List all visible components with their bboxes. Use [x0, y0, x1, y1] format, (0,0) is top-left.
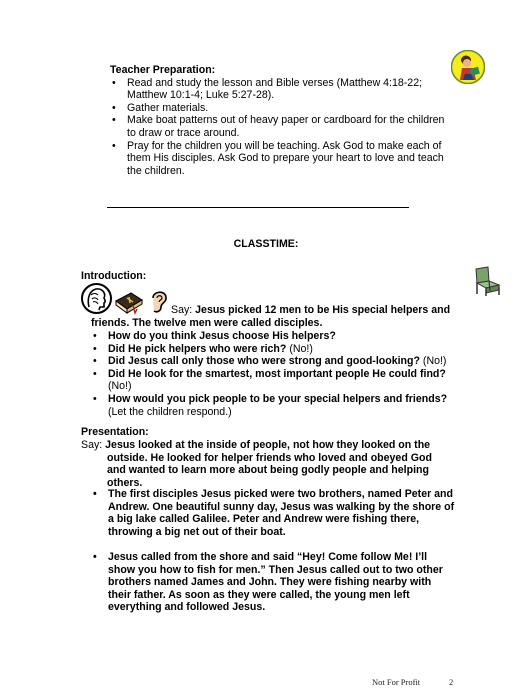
classtime-heading: CLASSTIME:: [233, 238, 299, 250]
question-text: How would you pick people to be your special helpers and friends?: [108, 392, 448, 405]
say-text: Jesus looked at the inside of people, not how they looked on the outside. He looked for helper friends who loved and obeyed God and wanted to learn more about being godly people and helping others.: [105, 439, 432, 489]
list-item: [91, 343, 456, 356]
question-answer: (Let the children respond.): [108, 405, 232, 418]
list-item: • Make boat patterns out of heavy paper or cardboard for the children to draw or trace around.: [110, 114, 455, 139]
question-answer: (No!): [422, 355, 447, 368]
introduction-say: [91, 304, 456, 329]
chair-icon: [472, 265, 502, 297]
question-text: Did He pick helpers who were rich?: [108, 342, 287, 355]
question-answer: (No!): [289, 342, 313, 355]
list-item: • Gather materials.: [110, 102, 455, 115]
teacher-prep-list: [110, 77, 455, 178]
list-item: • Read and study the lesson and Bible verses (Matthew 4:18-22; Matthew 10:1-4; Luke 5:27-28).: [110, 77, 455, 102]
question-text: Did Jesus call only those who were strong and good-looking?: [108, 355, 420, 368]
list-item: [91, 330, 456, 343]
question-text: How do you think Jesus choose His helpers?: [108, 330, 336, 342]
list-item: • The first disciples Jesus picked were two brothers, named Peter and Andrew. One beautiful sunny day, Jesus was walking by the shore of a big lake called Galilee. Peter and Andrew were fishing there, throwing a big net out of their boat.: [91, 488, 456, 538]
footer: [372, 676, 462, 689]
section-divider: [107, 207, 409, 208]
question-text: Did He look for the smartest, most important people He could find?: [108, 367, 446, 380]
teacher-prep-heading: Teacher Preparation:: [110, 64, 216, 76]
list-item: • Pray for the children you will be teaching. Ask God to make each of them His disciples. Ask God to prepare your heart to love and teach the children.: [110, 140, 455, 178]
presentation-say: [81, 439, 451, 489]
introduction-questions: [91, 330, 456, 418]
say-label: Say:: [81, 439, 103, 451]
list-item: • Jesus called from the shore and said “Hey! Come follow Me! I’ll show you how to fish for men.” Then Jesus called out to two other brothers named James and John. They were fishing nearby with their father. As soon as they were called, the young men left everything and followed Jesus.: [91, 551, 456, 614]
question-answer: (No!): [108, 380, 132, 393]
say-label: Say:: [171, 304, 193, 316]
presentation-heading: Presentation:: [81, 426, 149, 438]
list-item: [91, 393, 456, 418]
list-item: [91, 368, 456, 393]
introduction-heading: Introduction:: [81, 270, 147, 282]
teacher-reading-icon: [451, 50, 485, 84]
page-number: 2: [449, 677, 454, 687]
presentation-story: [91, 488, 456, 614]
say-text: Jesus picked 12 men to be His special helpers and friends. The twelve men were called disciples.: [91, 304, 451, 329]
list-item: [91, 355, 456, 368]
footer-text: Not For Profit: [372, 677, 421, 687]
